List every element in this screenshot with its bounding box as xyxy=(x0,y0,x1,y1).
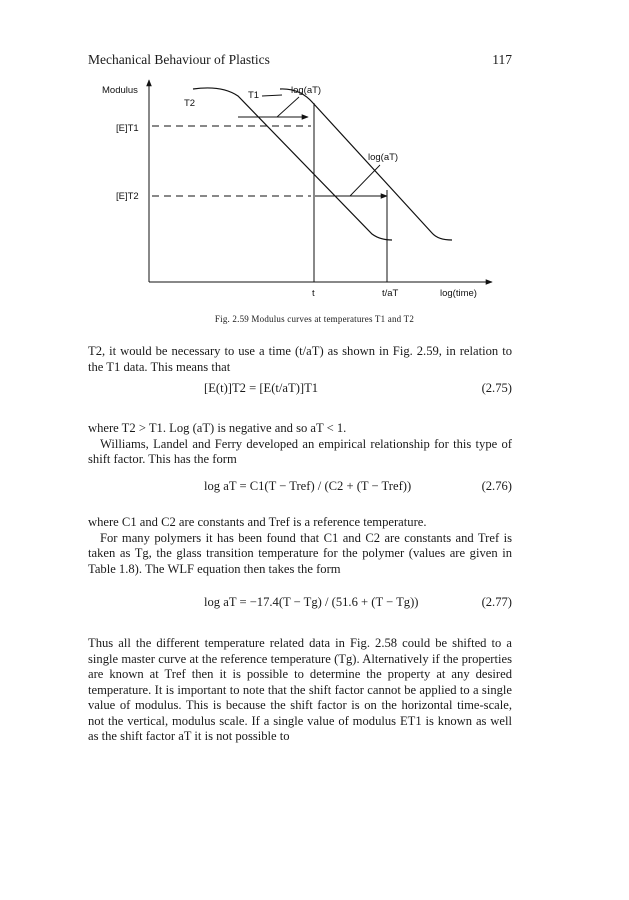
equation-2-76 xyxy=(88,479,512,519)
paragraph-3b-text: For many polymers it has been found that C1 and C2 are constants and Tref is taken as Tg, the glass transition temperature for the polymer (values are given in Table 1.8). The WLF equation then takes the form xyxy=(88,530,512,576)
level-label-e-t1: [E]T1 xyxy=(116,123,139,134)
paragraph-3 xyxy=(88,515,512,577)
modulus-figure xyxy=(0,0,629,320)
curve-t2 xyxy=(280,89,452,240)
curve-label-t2: T2 xyxy=(184,98,196,109)
paragraph-1 xyxy=(88,344,512,375)
curve-label-t1-leader xyxy=(262,95,282,96)
x-mark-t: t xyxy=(312,288,315,299)
equation-2-75 xyxy=(88,381,512,421)
running-head-title: Mechanical Behaviour of Plastics xyxy=(88,52,270,67)
equation-2-76-formula: log aT = C1(T − Tref) / (C2 + (T − Tref)) xyxy=(204,479,412,493)
x-axis-label: log(time) xyxy=(440,288,477,299)
level-label-e-t2: [E]T2 xyxy=(116,191,139,202)
paragraph-1-text: T2, it would be necessary to use a time (t/aT) as shown in Fig. 2.59, in relation to the T1 data. This means that xyxy=(88,344,512,374)
paragraph-3a-text: where C1 and C2 are constants and Tref is a reference temperature. xyxy=(88,515,427,529)
curve-label-t1: T1 xyxy=(248,90,260,101)
shift-leader-top xyxy=(277,97,299,117)
paragraph-2a-text: where T2 > T1. Log (aT) is negative and so aT < 1. xyxy=(88,421,347,435)
shift-label-bottom: log(aT) xyxy=(368,152,399,163)
equation-2-77 xyxy=(88,595,512,635)
x-mark-t-over-at: t/aT xyxy=(382,288,399,299)
paragraph-2 xyxy=(88,421,512,468)
paragraph-4-text: Thus all the different temperature related data in Fig. 2.58 could be shifted to a single master curve at the reference temperature (Tg). Alternatively if the properties are known at Tref then it is possible to determine the property at any desired temperature. It is important to note that the shift factor cannot be applied to a single value of modulus. This is because the shift factor is on the horizontal time-scale, not the vertical, modulus scale. If a single value of modulus ET1 is known as well as the shift factor aT it is not possible to xyxy=(88,636,512,743)
equation-2-75-number: (2.75) xyxy=(481,381,512,395)
page-number: 117 xyxy=(492,52,512,67)
equation-2-75-formula: [E(t)]T2 = [E(t/aT)]T1 xyxy=(204,381,319,395)
paragraph-4 xyxy=(88,636,512,745)
equation-2-77-number: (2.77) xyxy=(481,595,512,609)
figure-caption: Fig. 2.59 Modulus curves at temperatures T1 and T2 xyxy=(214,314,415,324)
equation-2-77-formula: log aT = −17.4(T − Tg) / (51.6 + (T − Tg)) xyxy=(204,595,419,609)
paragraph-2b-text: Williams, Landel and Ferry developed an empirical relationship for this type of shift factor. This has the form xyxy=(88,436,512,466)
curve-t1 xyxy=(193,88,392,240)
shift-label-top: log(aT) xyxy=(291,85,322,96)
equation-2-76-number: (2.76) xyxy=(481,479,512,493)
y-axis-label: Modulus xyxy=(102,85,138,96)
shift-leader-bottom xyxy=(350,165,380,196)
